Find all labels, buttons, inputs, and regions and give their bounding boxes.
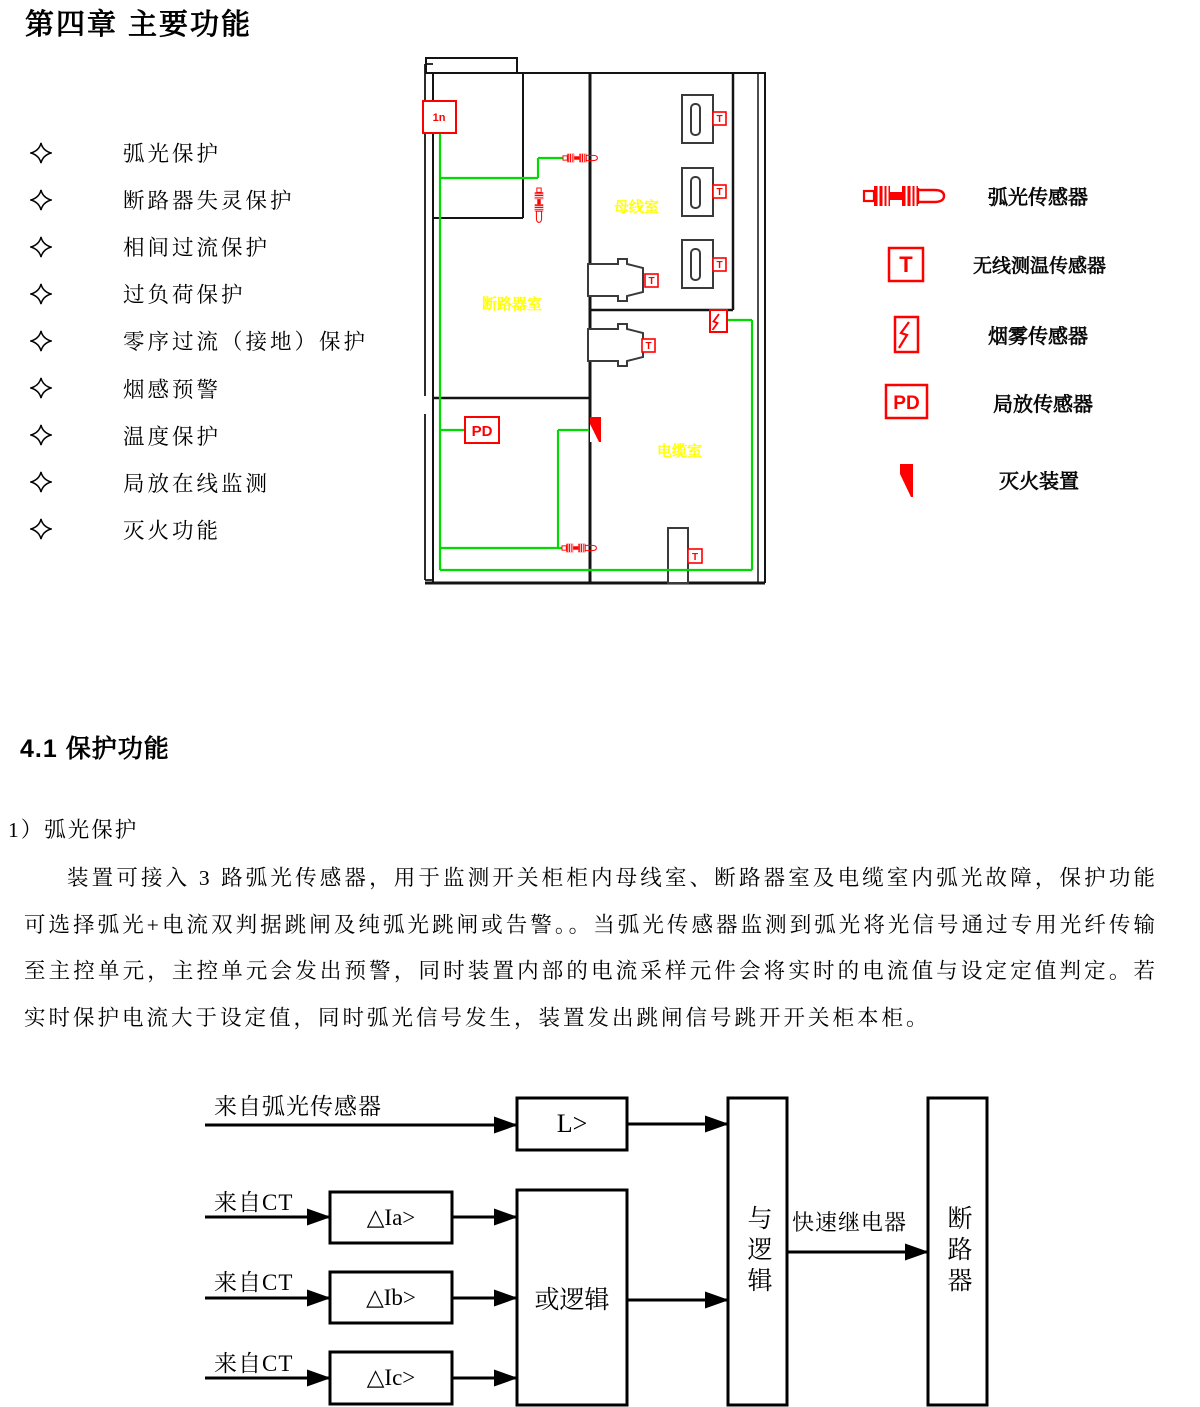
four-pointed-star-icon <box>30 189 52 211</box>
ct-input-label: 来自CT <box>214 1351 294 1376</box>
breaker-label: 断路器 <box>944 1205 971 1298</box>
list-item <box>30 129 368 176</box>
instrument-compartment <box>433 73 523 218</box>
smoke-sensor-icon <box>710 310 727 332</box>
temp-sensor-icon: T <box>691 552 699 563</box>
feature-label: 断路器失灵保护 <box>123 189 295 214</box>
feature-label: 灭火功能 <box>123 518 222 543</box>
feature-label: 温度保护 <box>123 424 222 449</box>
pd-sensor-icon <box>465 417 499 443</box>
list-item <box>30 459 368 506</box>
delta-ic-label: △Ic> <box>366 1365 416 1390</box>
feature-label: 零序过流（接地）保护 <box>123 330 369 355</box>
list-item <box>30 364 368 411</box>
fire-extinguisher-icon <box>900 464 913 497</box>
list-item <box>30 223 368 270</box>
and-logic-label: 与逻辑 <box>744 1205 771 1298</box>
temp-sensor-icon: T <box>716 187 723 198</box>
four-pointed-star-icon <box>30 330 52 352</box>
four-pointed-star-icon <box>30 424 52 446</box>
list-item <box>30 412 368 459</box>
fast-relay-label: 快速继电器 <box>792 1210 908 1235</box>
temp-symbol: T <box>899 252 913 277</box>
ct-input-label: 来自CT <box>214 1270 294 1295</box>
delta-ia-label: △Ia> <box>366 1204 416 1230</box>
cable-terminal <box>668 528 688 583</box>
temp-sensor-icon: T <box>716 260 723 271</box>
list-item <box>30 270 368 317</box>
legend <box>864 185 1106 497</box>
item-heading: 1）弧光保护 <box>8 818 139 842</box>
pd-label: PD <box>471 423 493 440</box>
legend-label: 弧光传感器 <box>988 187 1088 209</box>
feature-label: 弧光保护 <box>123 142 222 167</box>
section-heading: 4.1 保护功能 <box>20 735 170 763</box>
four-pointed-star-icon <box>30 377 52 399</box>
legend-label: 烟雾传感器 <box>988 326 1088 348</box>
legend-label: 无线测温传感器 <box>973 256 1107 277</box>
ct-label: 1n <box>432 112 446 124</box>
list-item <box>30 176 368 223</box>
list-item <box>30 506 368 553</box>
four-pointed-star-icon <box>30 236 52 258</box>
breaker-room-label: 断路器室 <box>482 296 543 313</box>
feature-label: 烟感预警 <box>123 377 222 402</box>
fire-extinguisher-icon <box>590 417 601 442</box>
feature-label: 过负荷保护 <box>123 283 246 308</box>
feature-label: 局放在线监测 <box>123 471 271 496</box>
or-logic-label: 或逻辑 <box>534 1286 610 1314</box>
temp-sensor-icon: T <box>716 114 723 125</box>
breaker-contacts <box>588 259 643 366</box>
body-paragraph: 装置可接入 3 路弧光传感器，用于监测开关柜柜内母线室、断路器室及电缆室内弧光故障，保护功能可选择弧光+电流双判据跳闸及纯弧光跳闸或告警。。当弧光传感器监测到弧光将光信号通过专用光纤传输至主控单元，主控单元会发出预警，同时装置内部的电流采样元件会将实时的电流值与设定定值判定。若实时保护电流大于设定值，同时弧光信号发生，装置发出跳闸信号跳开开关柜本柜。 <box>24 866 1158 1030</box>
left-wall-strip <box>425 64 433 580</box>
list-item <box>30 317 368 364</box>
switchgear-cabinet-diagram <box>415 55 1200 600</box>
arc-sensor-icon <box>535 188 544 222</box>
temp-sensor-icon: T <box>648 276 655 287</box>
cable-room-label: 电缆室 <box>657 443 703 460</box>
four-pointed-star-icon <box>30 471 52 493</box>
arc-level-label: L> <box>556 1109 588 1138</box>
ct-box <box>423 101 456 133</box>
delta-ib-label: △Ib> <box>366 1284 416 1310</box>
legend-label: 灭火装置 <box>999 471 1079 493</box>
pd-symbol: PD <box>893 393 920 414</box>
feature-label: 相间过流保护 <box>123 236 271 261</box>
arc-input-label: 来自弧光传感器 <box>214 1094 382 1119</box>
arc-sensor-icon <box>864 186 944 206</box>
four-pointed-star-icon <box>30 518 52 540</box>
chapter-title: 第四章 主要功能 <box>25 9 253 41</box>
four-pointed-star-icon <box>30 283 52 305</box>
cabinet-top-cap <box>426 58 517 73</box>
legend-label: 局放传感器 <box>993 394 1093 416</box>
busbar-supports <box>682 95 713 288</box>
bus-room-label: 母线室 <box>614 199 660 216</box>
ct-input-label: 来自CT <box>214 1190 294 1215</box>
temp-sensor-icon: T <box>645 341 652 352</box>
arc-sensor-icon <box>563 154 597 163</box>
four-pointed-star-icon <box>30 142 52 164</box>
feature-list <box>30 129 368 553</box>
